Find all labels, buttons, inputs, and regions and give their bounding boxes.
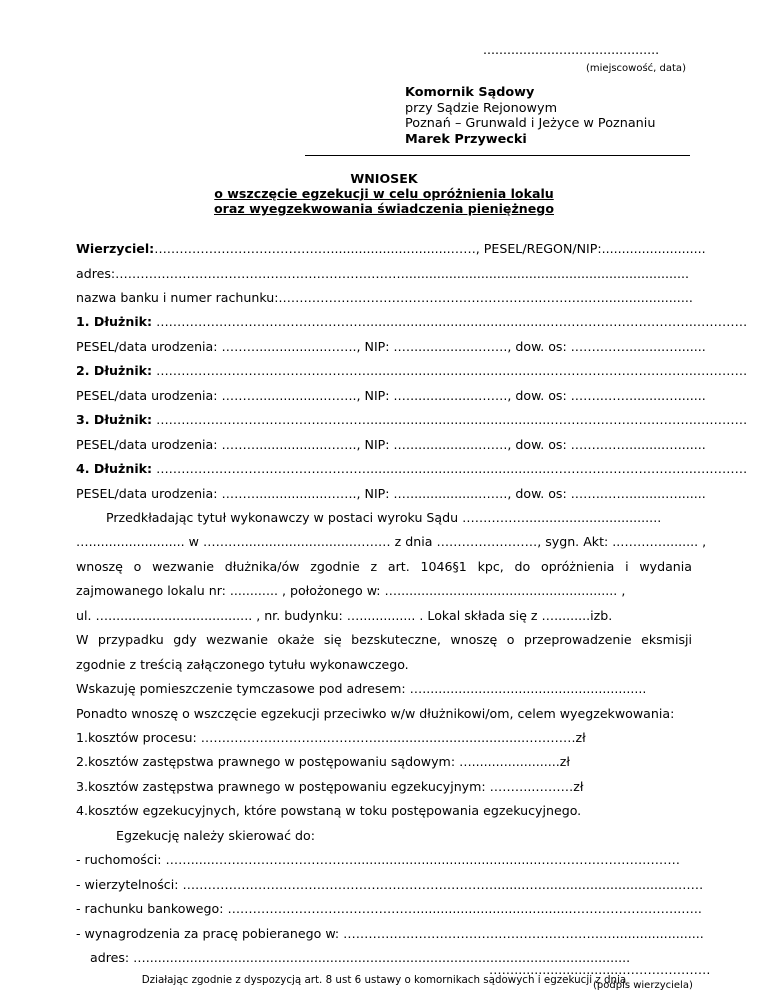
cost-item[interactable]: 3.kosztów zastępstwa prawnego w postępowaniu egzekucyjnym: ………..………zł [76,779,584,794]
declaration-line-1: Działając zgodnie z dyspozycją art. 8 ust 6 ustawy o komornikach sądowych i egzekucji z dnia [141,974,627,986]
title-of-enforcement-line[interactable]: Przedkładając tytuł wykonawczy w postaci wyroku Sądu …………….................................. [106,510,662,525]
addressee-line2: przy Sądzie Rejonowym [405,100,558,116]
creditor-pesel-label: , PESEL/REGON/NIP: [475,241,602,256]
debtor-name-field[interactable]: …………………………………………….............................................……………………………..………… [152,363,748,378]
doc-subtitle-1: o wszczęcie egzekucji w celu opróżnienia lokalu [214,186,554,201]
creditor-label: Wierzyciel: [76,241,155,256]
creditor-bank-line [76,290,693,305]
doc-subtitle-2: oraz wyegzekwowania świadczenia pieniężnego [214,201,554,216]
debtor-3-ids[interactable]: PESEL/data urodzenia: ……….................……., NIP: .….................……., dow. os: .…….…….........…....... [76,437,706,452]
addressee-block [405,85,655,147]
addressee-person: Marek Przywecki [405,131,527,147]
doc-title: WNIOSEK [350,171,418,186]
debtor-4-line [76,461,747,476]
addressee-name: Komornik Sądowy [405,85,535,100]
premises-line[interactable]: zajmowanego lokalu nr: ............ , położonego w: …....................................................... , [76,583,626,598]
creditor-bank-field[interactable]: .……………………………………………………..………..…....................... [278,290,693,305]
debtor-name-field[interactable]: …………………………………………….............................................……………………………..………… [152,314,748,329]
debtor-3-line [76,412,747,427]
enforcement-target[interactable]: - rachunku bankowego: ……………………………………….......................................……………………..….. [76,901,702,916]
debtor-4-ids[interactable]: PESEL/data urodzenia: ……….................……., NIP: .….................……., dow. os: .…….…….........…....... [76,486,706,501]
cost-item: 4.kosztów egzekucyjnych, które powstaną w toku postępowania egzekucyjnego. [76,803,582,818]
enforcement-target[interactable]: - ruchomości: ……......……………………………...............................................…………………………… [76,852,680,867]
signature-label: (podpis wierzyciela) [593,980,693,991]
enforcement-target[interactable]: - wynagrodzenia za pracę pobieranego w: …………….…………………………………………....................... [76,926,704,941]
creditor-address-line [76,266,689,281]
creditor-pesel-field[interactable]: .......................... [601,241,706,256]
creditor-address-field[interactable]: ……………………………………………………………....................................................................... [115,266,690,281]
enforcement-target[interactable]: - wierzytelności: ………………………………………………………………….......…...................................…… [76,877,704,892]
employer-address-line[interactable]: adres: …......................................................................................................................... [90,950,631,965]
direct-enforcement-heading: Egzekucję należy skierować do: [116,828,315,843]
enforcement-request-text: Ponadto wnoszę o wszczęcie egzekucji przeciwko w/w dłużnikowi/om, celem wyegzekwowania: [76,706,675,721]
cost-item[interactable]: 2.kosztów zastępstwa prawnego w postępowaniu sądowym: …......................zł [76,754,570,769]
debtor-label: 3. Dłużnik: [76,412,153,427]
creditor-address-label: adres: [76,266,116,281]
debtor-label: 1. Dłużnik: [76,314,153,329]
debtor-name-field[interactable]: …………………………………………….............................................……………………………..………… [152,412,748,427]
debtor-2-ids[interactable]: PESEL/data urodzenia: ……….................……., NIP: .….................……., dow. os: .…….…….........…....... [76,388,706,403]
creditor-line [76,241,706,256]
eviction-text-1: W przypadku gdy wezwanie okaże się bezskuteczne, wnoszę o przeprowadzenie eksmisji [76,632,692,647]
creditor-bank-label: nazwa banku i numer rachunku: [76,290,279,305]
header-divider [305,155,690,156]
signature-line[interactable]: ……...........................………………… [489,962,711,977]
debtor-name-field[interactable]: …………………………………………….............................................……………………………..………… [152,461,748,476]
court-details-line[interactable]: …........................ w ………............................……… z dnia ……………………, sygn. Akt: ..…….…......... , [76,534,707,549]
debtor-2-line [76,363,747,378]
debtor-label: 4. Dłużnik: [76,461,153,476]
eviction-text-2: zgodnie z treścią załączonego tytułu wykonawczego. [76,657,409,672]
request-text-1: wnoszę o wezwanie dłużnika/ów zgodnie z art. 1046§1 kpc, do opróżnienia i wydania [76,559,692,574]
addressee-line3: Poznań – Grunwald i Jeżyce w Poznaniu [405,116,656,131]
cost-item[interactable]: 1.kosztów procesu: …………………………………….....................................…………zł [76,730,586,745]
debtor-1-ids[interactable]: PESEL/data urodzenia: ……….................……., NIP: .….................……., dow. os: .…….…….........…....... [76,339,706,354]
debtor-1-line [76,314,747,329]
street-line[interactable]: ul. ….................................... , nr. budynku: ….............. . Lokal składa się z ….........izb. [76,608,613,623]
debtor-label: 2. Dłużnik: [76,363,153,378]
temporary-premises-line[interactable]: Wskazuję pomieszczenie tymczasowe pod adresem: …........................................................ [76,681,647,696]
place-date-label: (miejscowość, data) [586,63,686,74]
place-date-line[interactable]: ............................................ [483,42,660,57]
creditor-name-field[interactable]: ……………………………………..............................…… [154,241,476,256]
